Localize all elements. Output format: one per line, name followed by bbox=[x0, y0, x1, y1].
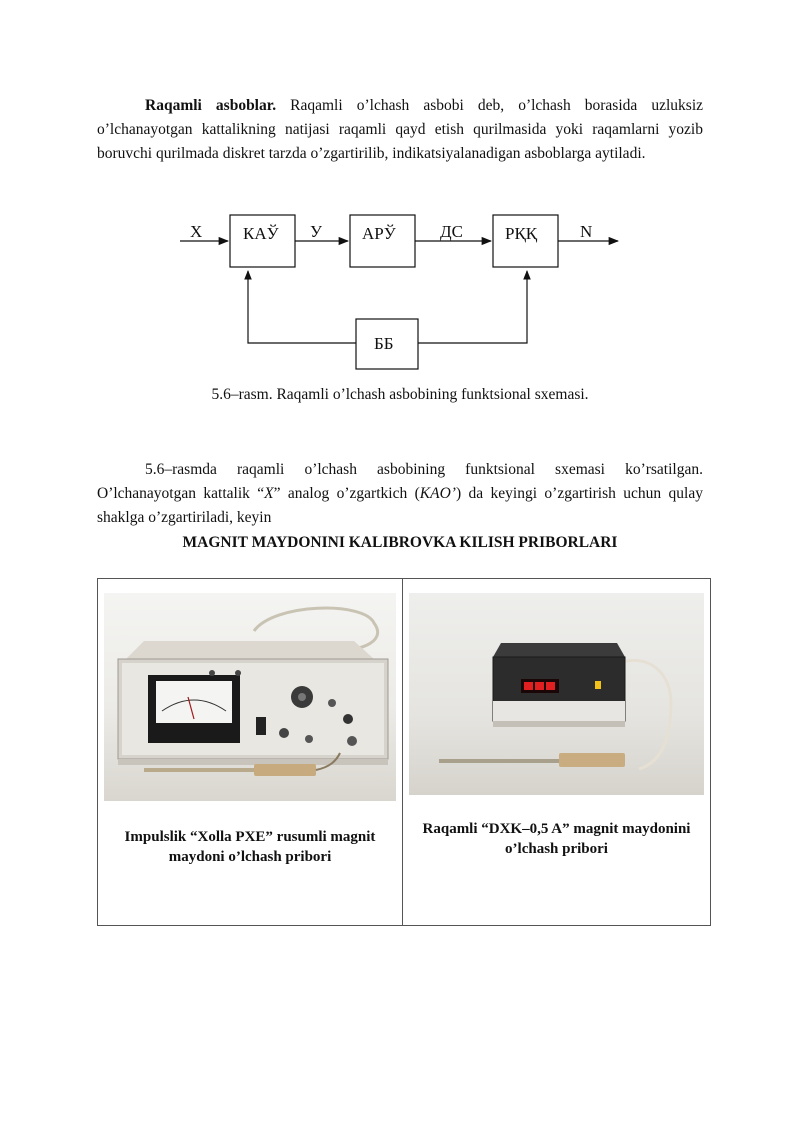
feedback-arrow-right bbox=[418, 271, 527, 343]
figure-caption: 5.6–rasm. Raqamli o’lchash asbobining funktsional sxemasi. bbox=[211, 386, 589, 403]
block-aro-label: АРЎ bbox=[362, 224, 396, 243]
intro-bold-lead: Raqamli asboblar. bbox=[145, 97, 277, 114]
body-paragraph bbox=[97, 458, 703, 530]
block-rkk-label: РҚҚ bbox=[505, 224, 538, 243]
block-bb-label: ББ bbox=[374, 334, 394, 353]
intro-text: Raqamli o’lchash asbobi deb, o’lchash borasida uzluksiz o’lchanayotgan kattalikning natijasi raqamli qayd etish qurilmasida yoki raqamlarni yozib boruvchi qurilmada diskret tarzda o’zgartirilib, indikatsiyalanadigan asboblarga aytiladi. bbox=[97, 97, 704, 162]
block-kao-label: КАЎ bbox=[243, 224, 279, 243]
signal-ds-label: ДС bbox=[440, 222, 463, 241]
intro-paragraph bbox=[97, 94, 703, 166]
device-caption-1: Impulslik “Xolla PXE” rusumli magnit maydoni o’lchash pribori bbox=[124, 829, 376, 865]
section-heading: MAGNIT MAYDONINI KALIBROVKA KILISH PRIBORLARI bbox=[182, 534, 618, 551]
devices-table bbox=[97, 578, 711, 926]
functional-diagram bbox=[0, 195, 800, 380]
para2-text-1: 5.6–rasmda raqamli o’lchash asbobining funktsional sxemasi ko’rsatilgan. O’lchanayotgan kattalik “ bbox=[97, 461, 703, 502]
device-photo-1 bbox=[104, 593, 396, 801]
signal-u-label: У bbox=[310, 222, 323, 241]
device-cell-1 bbox=[98, 579, 403, 926]
device-cell-2 bbox=[403, 579, 711, 926]
para2-text-2: ” analog o’zgartkich ( bbox=[273, 485, 420, 502]
para2-var-kao: KAO’ bbox=[419, 485, 456, 502]
para2-var-x: X bbox=[264, 485, 274, 502]
device-photo-2 bbox=[409, 593, 704, 795]
feedback-arrow-left bbox=[248, 271, 356, 343]
input-label: X bbox=[190, 222, 203, 241]
output-label: N bbox=[580, 222, 593, 241]
para2-text-3: ) da keyingi o’zgartirish uchun qulay shaklga o’zgartiriladi, keyin bbox=[97, 485, 703, 526]
device-caption-2: Raqamli “DXK–0,5 A” magnit maydonini o’lchash pribori bbox=[422, 821, 691, 857]
